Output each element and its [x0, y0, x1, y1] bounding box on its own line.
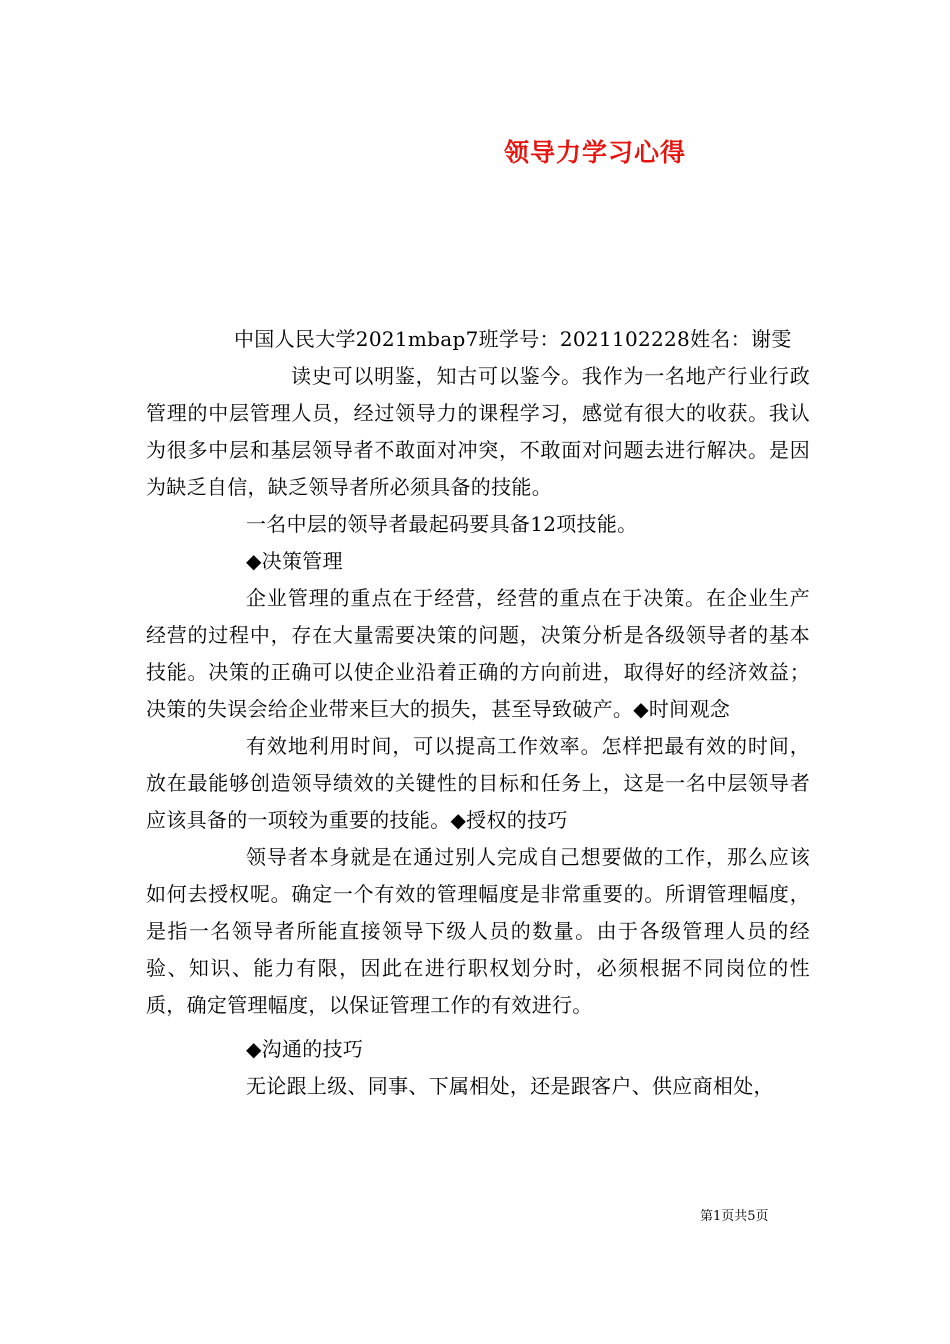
paragraph-decision: 企业管理的重点在于经营，经营的重点在于决策。在企业生产经营的过程中，存在大量需要决策的问题，决策分析是各级领导者的基本技能。决策的正确可以使企业沿着正确的方向前进，取得好的经济效益；决策的失误会给企业带来巨大的损失，甚至导致破产。◆时间观念 — [146, 586, 810, 721]
paragraph-time: 有效地利用时间，可以提高工作效率。怎样把最有效的时间，放在最能够创造领导绩效的关键性的目标和任务上，这是一名中层领导者应该具备的一项较为重要的技能。◆授权的技巧 — [146, 734, 810, 832]
document-body — [146, 321, 810, 1105]
page-number: 第1页共5页 — [700, 1209, 769, 1224]
document-title: 领导力学习心得 — [503, 138, 686, 167]
paragraph-intro: 读史可以明鉴，知古可以鉴今。我作为一名地产行业行政管理的中层管理人员，经过领导力的课程学习，感觉有很大的收获。我认为很多中层和基层领导者不敢面对冲突，不敢面对问题去进行解决。是因为缺乏自信，缺乏领导者所必须具备的技能。 — [146, 364, 810, 499]
paragraph-communication: 无论跟上级、同事、下属相处，还是跟客户、供应商相处， — [246, 1074, 774, 1098]
paragraph-skills-count: 一名中层的领导者最起码要具备12项技能。 — [246, 512, 638, 536]
paragraph-delegation: 领导者本身就是在通过别人完成自己想要做的工作，那么应该如何去授权呢。确定一个有效的管理幅度是非常重要的。所谓管理幅度，是指一名领导者所能直接领导下级人员的数量。由于各级管理人员的经验、知识、能力有限，因此在进行职权划分时，必须根据不同岗位的性质，确定管理幅度，以保证管理工作的有效进行。 — [146, 845, 810, 1017]
heading-decision-management: ◆决策管理 — [246, 549, 343, 573]
author-line: 中国人民大学2021mbap7班学号：2021102228姓名：谢雯 — [234, 327, 792, 351]
heading-communication: ◆沟通的技巧 — [246, 1037, 364, 1061]
